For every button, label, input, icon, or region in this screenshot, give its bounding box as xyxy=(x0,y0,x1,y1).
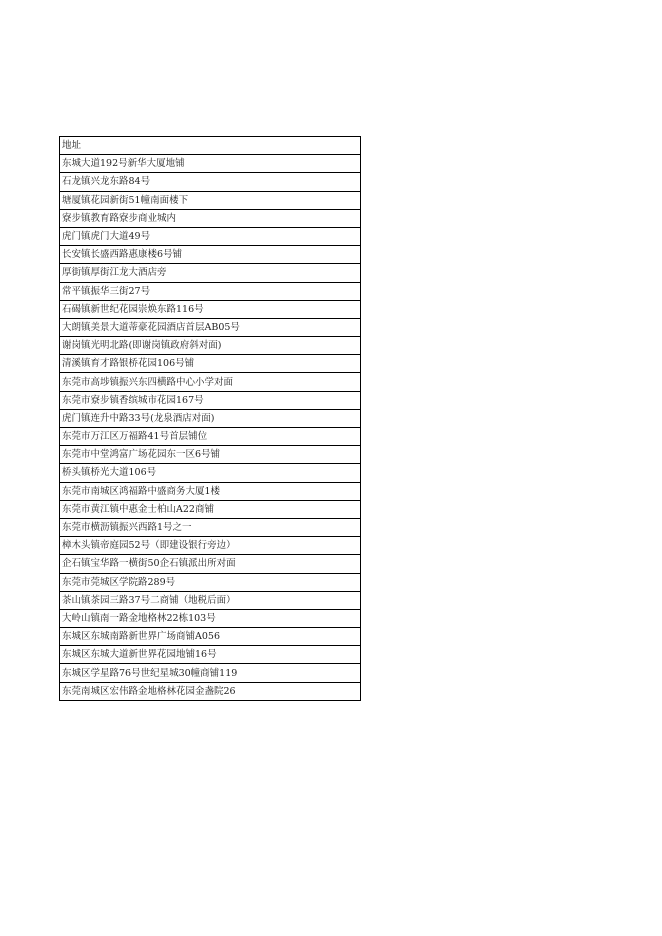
address-cell[interactable]: 清溪镇育才路银桥花园106号铺 xyxy=(60,355,361,373)
address-cell[interactable]: 樟木头镇帝庭园52号（即建设银行旁边） xyxy=(60,537,361,555)
table-row xyxy=(60,573,361,591)
address-cell[interactable]: 常平镇振华三街27号 xyxy=(60,282,361,300)
address-cell[interactable]: 东莞市横沥镇振兴西路1号之一 xyxy=(60,518,361,536)
table-row xyxy=(60,591,361,609)
table-row xyxy=(60,227,361,245)
table-row xyxy=(60,628,361,646)
table-row xyxy=(60,373,361,391)
address-cell[interactable]: 厚街镇厚街江龙大酒店旁 xyxy=(60,264,361,282)
address-table-body xyxy=(60,137,361,701)
table-row xyxy=(60,391,361,409)
address-cell[interactable]: 大朗镇美景大道蒂豪花园酒店首层AB05号 xyxy=(60,318,361,336)
address-cell[interactable]: 虎门镇连升中路33号(龙泉酒店对面) xyxy=(60,409,361,427)
address-cell[interactable]: 长安镇长盛西路惠康楼6号铺 xyxy=(60,246,361,264)
table-row xyxy=(60,682,361,700)
address-cell[interactable]: 企石镇宝华路一横街50企石镇派出所对面 xyxy=(60,555,361,573)
table-row xyxy=(60,464,361,482)
table-row xyxy=(60,173,361,191)
address-cell[interactable]: 东城大道192号新华大厦地铺 xyxy=(60,155,361,173)
address-cell[interactable]: 东莞市万江区万福路41号首层铺位 xyxy=(60,428,361,446)
table-row xyxy=(60,209,361,227)
address-cell[interactable]: 塘厦镇花园新街51幢南面楼下 xyxy=(60,191,361,209)
address-cell[interactable]: 东莞市中堂鸿富广场花园东一区6号铺 xyxy=(60,446,361,464)
table-row xyxy=(60,518,361,536)
table-row xyxy=(60,409,361,427)
table-row xyxy=(60,337,361,355)
table-row xyxy=(60,300,361,318)
table-row xyxy=(60,355,361,373)
address-cell[interactable]: 东莞市莞城区学院路289号 xyxy=(60,573,361,591)
address-cell[interactable]: 石碣镇新世纪花园崇焕东路116号 xyxy=(60,300,361,318)
address-cell[interactable]: 寮步镇教育路寮步商业城内 xyxy=(60,209,361,227)
table-row xyxy=(60,446,361,464)
table-row xyxy=(60,646,361,664)
table-row xyxy=(60,500,361,518)
header-row xyxy=(60,137,361,155)
address-cell[interactable]: 桥头镇桥光大道106号 xyxy=(60,464,361,482)
table-row xyxy=(60,482,361,500)
address-cell[interactable]: 东城区东城大道新世界花园地铺16号 xyxy=(60,646,361,664)
table-row xyxy=(60,555,361,573)
address-cell[interactable]: 虎门镇虎门大道49号 xyxy=(60,227,361,245)
address-header-cell[interactable]: 地址 xyxy=(60,137,361,155)
table-row xyxy=(60,246,361,264)
table-row xyxy=(60,155,361,173)
address-cell[interactable]: 东莞南城区宏伟路金地格林花园金盏院26 xyxy=(60,682,361,700)
address-cell[interactable]: 大岭山镇南一路金地格林22栋103号 xyxy=(60,609,361,627)
address-cell[interactable]: 东城区东城南路新世界广场商铺A056 xyxy=(60,628,361,646)
address-cell[interactable]: 东莞市寮步镇香缤城市花园167号 xyxy=(60,391,361,409)
table-row xyxy=(60,191,361,209)
address-cell[interactable]: 茶山镇茶园三路37号二商铺（地税后面） xyxy=(60,591,361,609)
table-row xyxy=(60,318,361,336)
address-cell[interactable]: 东莞市南城区鸿福路中盛商务大厦1楼 xyxy=(60,482,361,500)
address-cell[interactable]: 石龙镇兴龙东路84号 xyxy=(60,173,361,191)
table-row xyxy=(60,282,361,300)
address-cell[interactable]: 东莞市黄江镇中惠金士柏山A22商铺 xyxy=(60,500,361,518)
table-row xyxy=(60,264,361,282)
address-cell[interactable]: 谢岗镇光明北路(即谢岗镇政府斜对面) xyxy=(60,337,361,355)
address-cell[interactable]: 东莞市高埗镇振兴东四横路中心小学对面 xyxy=(60,373,361,391)
table-row xyxy=(60,428,361,446)
table-row xyxy=(60,664,361,682)
address-table xyxy=(59,136,361,701)
table-row xyxy=(60,537,361,555)
address-cell[interactable]: 东城区学星路76号世纪星城30幢商铺119 xyxy=(60,664,361,682)
table-row xyxy=(60,609,361,627)
